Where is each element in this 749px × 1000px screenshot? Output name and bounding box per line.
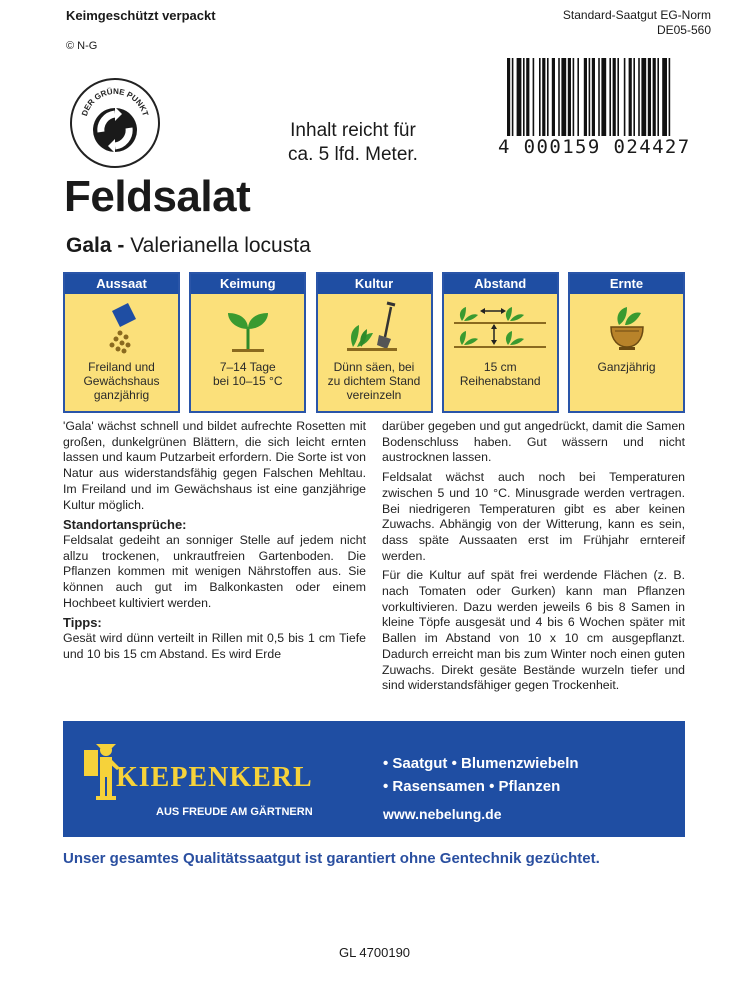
intro-paragraph: 'Gala' wächst schnell und bildet aufrechte Rosetten mit großen, dunkelgrünen Blättern, die sich leicht ernten lassen und kaum Putzarbeit erfordern. Die Sorte ist von Natur aus widerstandsfähig gegen Falschen Mehltau. Im Freiland und im Gewächshaus ist eine ganzjährige Kultur möglich. [63, 419, 366, 512]
card-keimung [189, 272, 306, 413]
barcode-bar [558, 58, 560, 136]
barcode-bar [577, 58, 579, 136]
barcode-bar [629, 58, 632, 136]
article-number: GL 4700190 [338, 945, 411, 960]
card-text-line: Ganzjährig [597, 360, 656, 374]
content-note [268, 119, 438, 167]
card-text-line: bei 10–15 °C [212, 374, 283, 388]
left-column [63, 419, 366, 667]
variety-name: Gala - [66, 234, 125, 257]
content-note-line-2: ca. 5 lfd. Meter. [288, 144, 418, 165]
website-link[interactable]: www.nebelung.de [383, 806, 502, 822]
content-note-line-1: Inhalt reicht für [290, 120, 416, 141]
sprout-icon [191, 294, 304, 360]
gmo-free-note: Unser gesamtes Qualitätssaatgut ist garantiert ohne Gentechnik gezüchtet. [63, 850, 600, 867]
barcode-bar [662, 58, 667, 136]
barcode-bar [512, 58, 514, 136]
plant-spade-icon [318, 294, 431, 360]
barcode-bar [533, 58, 535, 136]
barcode-bar [648, 58, 651, 136]
brand-name: KIEPENKERL [116, 762, 313, 793]
barcode-bar [653, 58, 656, 136]
card-abstand [442, 272, 559, 413]
barcode-bar [633, 58, 635, 136]
precultivation-paragraph: Für die Kultur auf spät frei werdende Flächen (z. B. nach Tomaten oder Gurken) kann man Pflanzen vorkultivieren. Dazu werden jeweils 6 bis 8 Samen in kleine Töpfe ausgesät und 4 bis 6 Wochen später mit Ballen im Abstand von 10 x 10 cm ausgepflanzt. Dadurch erreicht man bis zum Winter noch einen guten Zuwachs. Direkt gesäte Bestände wurzeln tiefer und sind widerstandsfähiger gegen Trockenheit. [382, 568, 685, 693]
standard-label: Standard-Saatgut EG-Norm [562, 8, 711, 22]
site-heading: Standortansprüche: [63, 517, 187, 533]
card-heading: Keimung [191, 274, 304, 294]
barcode-bar [641, 58, 646, 136]
card-kultur [316, 272, 433, 413]
card-heading: Aussaat [65, 274, 178, 294]
product-range-line-1: • Saatgut • Blumenzwiebeln [383, 755, 579, 772]
barcode-bar [507, 58, 510, 136]
card-ernte [568, 272, 685, 413]
green-dot-ring-text: DER GRÜNE PUNKT [79, 86, 151, 118]
card-text [65, 360, 178, 402]
product-title: Feldsalat [64, 172, 251, 221]
card-text-line: ganzjährig [93, 388, 150, 402]
cultivation-icons [63, 272, 685, 413]
barcode-bar [657, 58, 659, 136]
card-text [318, 360, 431, 402]
standard-code: DE05-560 [656, 23, 711, 37]
tips-paragraph: Gesät wird dünn verteilt in Rillen mit 0,5 bis 1 cm Tiefe und 10 bis 15 cm Abstand. Es wird Erde [63, 631, 366, 661]
card-text-line: vereinzeln [346, 388, 402, 402]
spacing-icon [444, 294, 557, 360]
barcode-number: 4 000159 024427 [498, 136, 691, 158]
product-range-line-2: • Rasensamen • Pflanzen [383, 778, 561, 795]
card-text-line: 15 cm [483, 360, 517, 374]
latin-name: Valerianella locusta [130, 234, 311, 257]
card-text-line: Freiland und [88, 360, 155, 374]
temperature-paragraph: Feldsalat wächst auch noch bei Temperaturen zwischen 5 und 10 °C. Minusgrade werden vertragen. Bei niedrigeren Temperaturen gibt es aber keinen Zuwachs. Abhängig von der Witterung, kann es sein, dass späte Aussaaten erst im Frühjahr erntereif werden. [382, 470, 685, 563]
barcode-bar [584, 58, 587, 136]
barcode-bar [598, 58, 600, 136]
description-columns [63, 419, 685, 719]
card-text-line: Gewächshaus [83, 374, 160, 388]
barcode-bar [669, 58, 671, 136]
barcode-bar [547, 58, 549, 136]
barcode-bar [568, 58, 571, 136]
barcode-bar [609, 58, 611, 136]
barcode-bar [523, 58, 525, 136]
barcode-bar [539, 58, 541, 136]
barcode-bar [542, 58, 545, 136]
card-text-line: zu dichtem Stand [327, 374, 421, 388]
packaging-note: Keimgeschützt verpackt [66, 8, 216, 23]
barcode-bar [526, 58, 529, 136]
card-heading: Kultur [318, 274, 431, 294]
barcode-bar [638, 58, 640, 136]
seed-standard [563, 8, 711, 38]
card-heading: Abstand [444, 274, 557, 294]
barcode-bar [613, 58, 616, 136]
sowing-paragraph: darüber gegeben und gut angedrückt, damit die Samen Bodenschluss haben. Gut wässern und nicht austrocknen lassen. [382, 419, 685, 465]
card-text-line: Reihenabstand [459, 374, 541, 388]
card-text-line: 7–14 Tage [219, 360, 276, 374]
barcode-bar [601, 58, 606, 136]
right-column [382, 419, 685, 698]
barcode-bar [617, 58, 619, 136]
barcode-bar [592, 58, 595, 136]
card-heading: Ernte [570, 274, 683, 294]
card-text [444, 360, 557, 388]
barcode-bar [561, 58, 566, 136]
harvest-bowl-icon [570, 294, 683, 360]
product-subtitle [66, 234, 311, 258]
barcode-bar [552, 58, 555, 136]
barcode-bar [624, 58, 626, 136]
barcode-bar [517, 58, 522, 136]
barcode [505, 58, 725, 136]
card-text [570, 360, 683, 374]
seed-packet-icon [65, 294, 178, 360]
card-text [191, 360, 304, 388]
barcode-bar [573, 58, 575, 136]
copyright-note: © N-G [66, 40, 98, 52]
barcode-bar [589, 58, 591, 136]
site-paragraph: Feldsalat gedeiht an sonniger Stelle auf jedem nicht allzu trockenen, unkrautfreien Gartenboden. Die Pflanzen kommen mit wenigen Nährstoffen aus. Sie können auch gut im Balkonkasten oder einem Hochbeet kultiviert werden. [63, 532, 366, 610]
card-text-line: Dünn säen, bei [333, 360, 415, 374]
product-range [383, 752, 579, 798]
green-dot-logo [70, 78, 160, 168]
card-aussaat [63, 272, 180, 413]
brand-tagline: AUS FREUDE AM GÄRTNERN [156, 806, 313, 818]
tips-heading: Tipps: [63, 615, 102, 631]
